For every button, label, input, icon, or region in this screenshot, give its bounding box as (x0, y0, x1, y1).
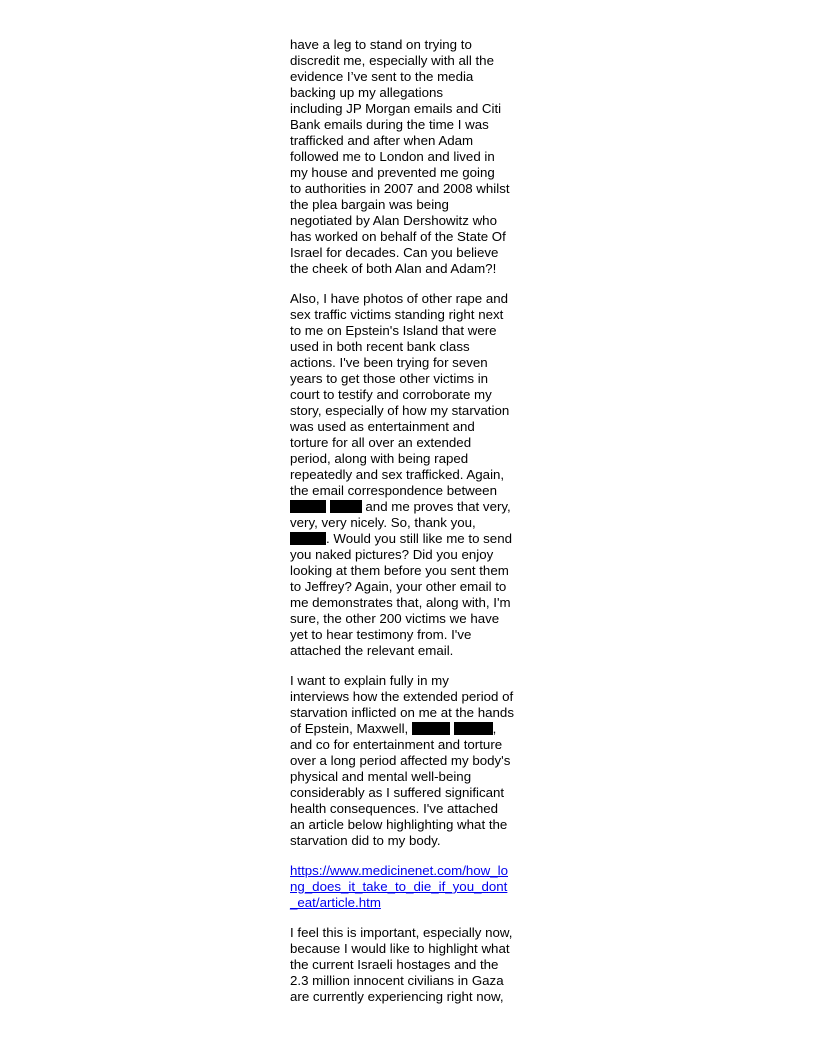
redaction-block (290, 532, 326, 545)
text-line: backing up my allegations (290, 85, 444, 100)
text-line: are currently experiencing right now, (290, 989, 504, 1004)
text-line: looking at them before you sent them (290, 563, 509, 578)
text-line: starvation did to my body. (290, 833, 441, 848)
text-line: the email correspondence between (290, 483, 497, 498)
text-fragment: , (492, 721, 497, 736)
redaction-block (412, 722, 450, 735)
paragraph-2 (290, 291, 538, 659)
text-line: over a long period affected my body's (290, 753, 511, 768)
text-line: very, very nicely. So, thank you, (290, 515, 476, 530)
text-line: story, especially of how my starvation (290, 403, 510, 418)
text-fragment: . Would you still like me to send (326, 531, 512, 546)
article-link-paragraph (290, 863, 538, 911)
text-line: I feel this is important, especially now, (290, 925, 513, 940)
text-line: torture for all over an extended (290, 435, 472, 450)
text-line: physical and mental well-being (290, 769, 472, 784)
text-line: trafficked and after when Adam (290, 133, 474, 148)
redaction-block (454, 722, 493, 735)
text-line: sure, the other 200 victims we have (290, 611, 500, 626)
text-line: was used as entertainment and (290, 419, 475, 434)
text-line: me demonstrates that, along with, I'm (290, 595, 511, 610)
article-link[interactable]: ng_does_it_take_to_die_if_you_dont (290, 879, 508, 894)
text-line: the cheek of both Alan and Adam?! (290, 261, 497, 276)
text-line: sex traffic victims standing right next (290, 307, 504, 322)
text-line: the current Israeli hostages and the (290, 957, 499, 972)
text-line: has worked on behalf of the State Of (290, 229, 506, 244)
text-line: my house and prevented me going (290, 165, 495, 180)
text-line: period, along with being raped (290, 451, 469, 466)
text-line: negotiated by Alan Dershowitz who (290, 213, 497, 228)
text-line: evidence I’ve sent to the media (290, 69, 474, 84)
text-line: attached the relevant email. (290, 643, 454, 658)
redacted-line (290, 721, 538, 737)
text-line: you naked pictures? Did you enjoy (290, 547, 494, 562)
text-line: repeatedly and sex trafficked. Again, (290, 467, 505, 482)
text-line: considerably as I suffered significant (290, 785, 505, 800)
text-line: to authorities in 2007 and 2008 whilst (290, 181, 510, 196)
text-line: discredit me, especially with all the (290, 53, 494, 68)
text-line: starvation inflicted on me at the hands (290, 705, 514, 720)
text-line: interviews how the extended period of (290, 689, 514, 704)
paragraph-1 (290, 37, 538, 277)
text-line: court to testify and corroborate my (290, 387, 492, 402)
text-line: to Jeffrey? Again, your other email to (290, 579, 507, 594)
text-line: and co for entertainment and torture (290, 737, 503, 752)
redaction-block (290, 500, 326, 513)
article-link[interactable]: https://www.medicinenet.com/how_lo (290, 863, 509, 878)
text-line: I want to explain fully in my (290, 673, 449, 688)
text-fragment: and me proves that very, (361, 499, 511, 514)
text-line: health consequences. I've attached (290, 801, 499, 816)
redacted-line (290, 531, 538, 547)
text-line: years to get those other victims in (290, 371, 489, 386)
text-line: the plea bargain was being (290, 197, 449, 212)
text-line: 2.3 million innocent civilians in Gaza (290, 973, 504, 988)
text-line: an article below highlighting what the (290, 817, 508, 832)
text-line: to me on Epstein's Island that were (290, 323, 497, 338)
text-line: actions. I've been trying for seven (290, 355, 488, 370)
article-link[interactable]: _eat/article.htm (290, 895, 381, 910)
redaction-block (330, 500, 362, 513)
text-column (290, 37, 538, 1019)
text-line: Bank emails during the time I was (290, 117, 489, 132)
text-line: have a leg to stand on trying to (290, 37, 472, 52)
text-line: Israel for decades. Can you believe (290, 245, 499, 260)
text-line: used in both recent bank class (290, 339, 470, 354)
text-fragment: of Epstein, Maxwell, (290, 721, 412, 736)
text-line: yet to hear testimony from. I've (290, 627, 472, 642)
paragraph-3 (290, 673, 538, 849)
redacted-line (290, 499, 538, 515)
text-line: because I would like to highlight what (290, 941, 510, 956)
text-line: including JP Morgan emails and Citi (290, 101, 502, 116)
paragraph-5 (290, 925, 538, 1005)
text-line: Also, I have photos of other rape and (290, 291, 509, 306)
text-line: followed me to London and lived in (290, 149, 495, 164)
